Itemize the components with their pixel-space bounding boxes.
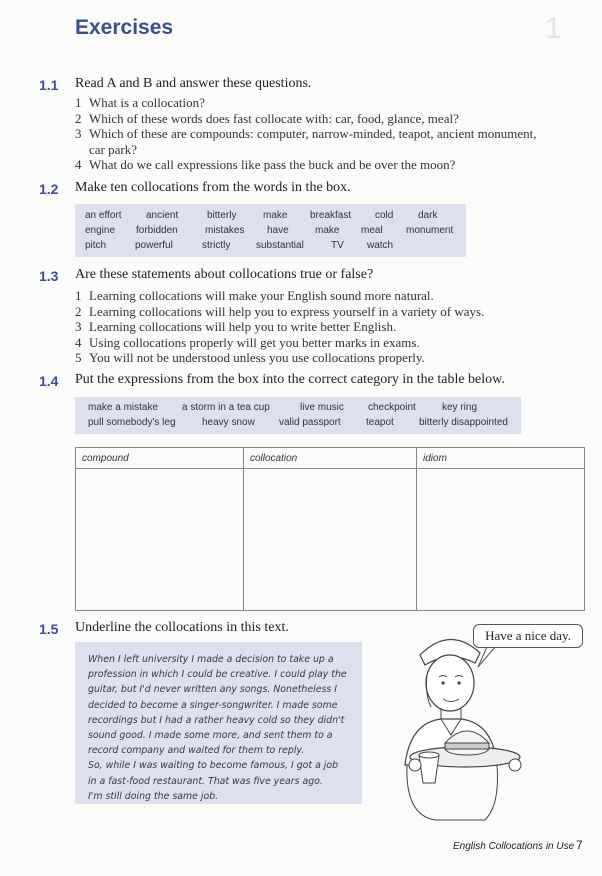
- page-number: 7: [576, 838, 583, 852]
- section-heading: Underline the collocations in this text.: [75, 620, 289, 635]
- word: make: [263, 210, 288, 221]
- statement: 5 You will not be understood unless you use collocations properly.: [75, 350, 425, 365]
- category-table: [75, 447, 585, 611]
- word: watch: [367, 240, 394, 251]
- answer-cell[interactable]: [417, 469, 585, 611]
- answer-cell[interactable]: [76, 469, 244, 611]
- statement: 4 Using collocations properly will get you better marks in exams.: [75, 334, 420, 350]
- column-header-collocation: collocation: [243, 448, 416, 469]
- word: substantial: [256, 240, 304, 251]
- expression-box: [75, 397, 521, 434]
- question: 3 Which of these are compounds: computer, narrow-minded, teapot, ancient monument,: [75, 126, 537, 141]
- section-heading: Make ten collocations from the words in the box.: [75, 180, 351, 195]
- word: engine: [85, 225, 116, 236]
- question-continuation: car park?: [89, 141, 137, 157]
- page-title: Exercises: [75, 16, 174, 39]
- word: ancient: [146, 210, 179, 221]
- expression: key ring: [442, 402, 478, 413]
- section-number: 1.4: [39, 373, 59, 389]
- section-heading: Read A and B and answer these questions.: [75, 76, 312, 91]
- expression: valid passport: [279, 417, 341, 428]
- word: cold: [375, 210, 394, 221]
- expression: a storm in a tea cup: [182, 402, 270, 413]
- expression: make a mistake: [88, 402, 159, 413]
- book-title-footer: English Collocations in Use: [453, 841, 575, 852]
- column-header-idiom: idiom: [417, 448, 585, 469]
- word: monument: [406, 225, 454, 236]
- section-number: 1.5: [39, 621, 59, 637]
- word: have: [267, 225, 289, 236]
- question: 2 Which of these words does fast collocate with: car, food, glance, meal?: [75, 110, 459, 126]
- question: 4 What do we call expressions like pass the buck and be over the moon?: [75, 157, 456, 172]
- question-list: [75, 95, 585, 173]
- question: 1 What is a collocation?: [75, 95, 205, 110]
- expression: heavy snow: [202, 417, 255, 428]
- word-box: [75, 204, 466, 257]
- statement: 3 Learning collocations will help you to write better English.: [75, 319, 397, 334]
- story-text-box: [75, 642, 362, 804]
- section-number: 1.3: [39, 268, 59, 284]
- statement-list: [75, 288, 585, 366]
- word: powerful: [135, 240, 173, 251]
- word: an effort: [85, 210, 122, 221]
- section-number: 1.1: [39, 77, 59, 93]
- word: mistakes: [205, 225, 245, 236]
- expression: live music: [300, 402, 344, 413]
- speech-bubble: Have a nice day.: [473, 624, 583, 648]
- section-number: 1.2: [39, 181, 59, 197]
- answer-cell[interactable]: [243, 469, 416, 611]
- word: pitch: [85, 240, 107, 251]
- word: forbidden: [136, 225, 178, 236]
- column-header-compound: compound: [76, 448, 244, 469]
- word: breakfast: [310, 210, 352, 221]
- word: bitterly: [207, 210, 237, 221]
- statement: 1 Learning collocations will make your English sound more natural.: [75, 288, 434, 303]
- word: TV: [331, 240, 344, 251]
- story-text: When I left university I made a decision to take up a profession in which I could be creative. I could play the guitar, but I'd never written any songs. Nonetheless I decided to become a singer-songwriter. I made some recordings but I had a rather heavy cold so they didn't sound good. I made some more, and sent them to a record company and waited for them to reply. So, while I was waiting to become famous, I got a job in a fast-food restaurant. That was five years ago. I'm still doing the same job.: [88, 654, 347, 802]
- word: strictly: [202, 240, 231, 251]
- word: dark: [418, 210, 438, 221]
- bleed-through-mark: 1: [545, 12, 562, 45]
- expression: bitterly disappointed: [419, 417, 508, 428]
- expression: pull somebody's leg: [88, 417, 176, 428]
- statement: 2 Learning collocations will help you to express yourself in a variety of ways.: [75, 303, 485, 319]
- bleed-through-mark: [305, 30, 309, 48]
- word: make: [315, 225, 340, 236]
- section-heading: Put the expressions from the box into the correct category in the table below.: [75, 372, 505, 387]
- section-heading: Are these statements about collocations true or false?: [75, 267, 374, 282]
- expression: teapot: [366, 417, 394, 428]
- expression: checkpoint: [368, 402, 416, 413]
- word: meal: [361, 225, 383, 236]
